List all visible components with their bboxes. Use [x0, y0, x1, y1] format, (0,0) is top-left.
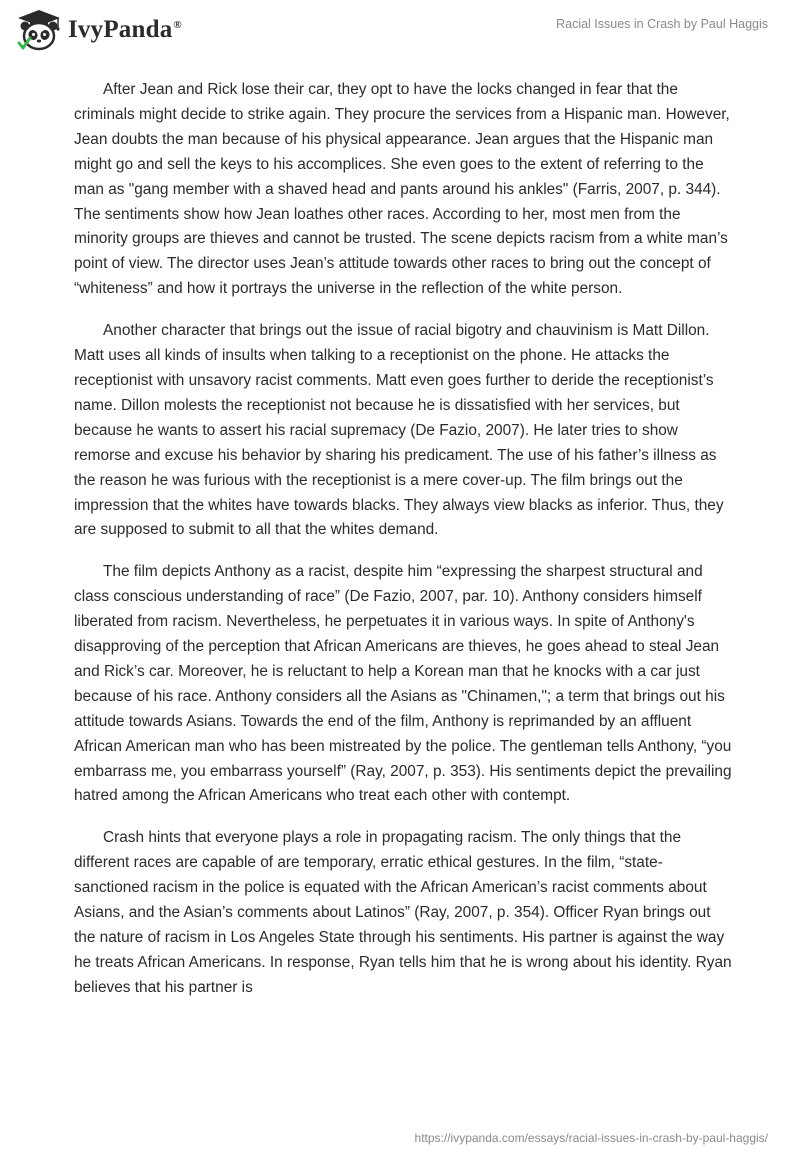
paragraph: The film depicts Anthony as a racist, despite him “expressing the sharpest structural and class conscious understanding of race” (De Fazio, 2007, par. 10). Anthony considers himself liberated from racism. Nevertheless, he perpetuates it in various ways. In spite of Anthony's disapproving of the perception that African Americans are thieves, he goes ahead to steal Jean and Rick’s car. Moreover, he is reluctant to help a Korean man that he knocks with a car just because of his race. Anthony considers all the Asians as "Chinamen,"; a term that brings out his attitude towards Asians. Towards the end of the film, Anthony is reprimanded by an affluent African American man who has been mistreated by the police. The gentleman tells Anthony, “you embarrass me, you embarrass yourself” (Ray, 2007, p. 353). His sentiments depict the prevailing hatred among the African Americans who treat each other with contempt.: [74, 563, 732, 805]
ivypanda-logo[interactable]: [14, 8, 182, 52]
paragraph: After Jean and Rick lose their car, they opt to have the locks changed in fear that the criminals might decide to strike again. They procure the services from a Hispanic man. However, Jean doubts the man because of his physical appearance. Jean argues that the Hispanic man might go and sell the keys to his accomplices. She even goes to the extent of referring to the man as "gang member with a shaved head and pants around his ankles" (Farris, 2007, p. 344). The sentiments show how Jean loathes other races. According to her, most men from the minority groups are thieves and cannot be trusted. The scene depicts racism from a white man’s point of view. The director uses Jean’s attitude towards other races to bring out the concept of “whiteness” and how it portrays the universe in the reflection of the white person.: [74, 81, 730, 298]
registered-mark: ®: [173, 18, 182, 31]
logo-wordmark: [68, 16, 182, 44]
page-header: [0, 0, 800, 64]
essay-body: [74, 78, 734, 1018]
paragraph: Another character that brings out the issue of racial bigotry and chauvinism is Matt Dillon. Matt uses all kinds of insults when talking to a receptionist on the phone. He attacks the receptionist with unsavory racist comments. Matt even goes further to deride the receptionist’s name. Dillon molests the receptionist not because he is dissatisfied with her services, but because he wants to assert his racial supremacy (De Fazio, 2007). He later tries to show remorse and excuse his behavior by sharing his predicament. The use of his father’s illness as the reason he was furious with the receptionist is a mere cover-up. The film brings out the impression that the whites have towards blacks. They always view blacks as inferior. Thus, they are supposed to submit to all that the whites demand.: [74, 322, 724, 539]
document-title: Racial Issues in Crash by Paul Haggis: [556, 17, 768, 31]
logo-name: IvyPanda: [68, 16, 173, 43]
panda-logo-icon: [14, 8, 64, 52]
source-url-link[interactable]: https://ivypanda.com/essays/racial-issues-in-crash-by-paul-haggis/: [414, 1131, 768, 1145]
paragraph: Crash hints that everyone plays a role in propagating racism. The only things that the different races are capable of are temporary, erratic ethical gestures. In the film, “state-sanctioned racism in the police is equated with the African American’s racist comments about Asians, and the Asian’s comments about Latinos” (Ray, 2007, p. 354). Officer Ryan brings out the nature of racism in Los Angeles State through his sentiments. His partner is against the way he treats African Americans. In response, Ryan tells him that he is wrong about his identity. Ryan believes that his partner is: [74, 829, 732, 996]
